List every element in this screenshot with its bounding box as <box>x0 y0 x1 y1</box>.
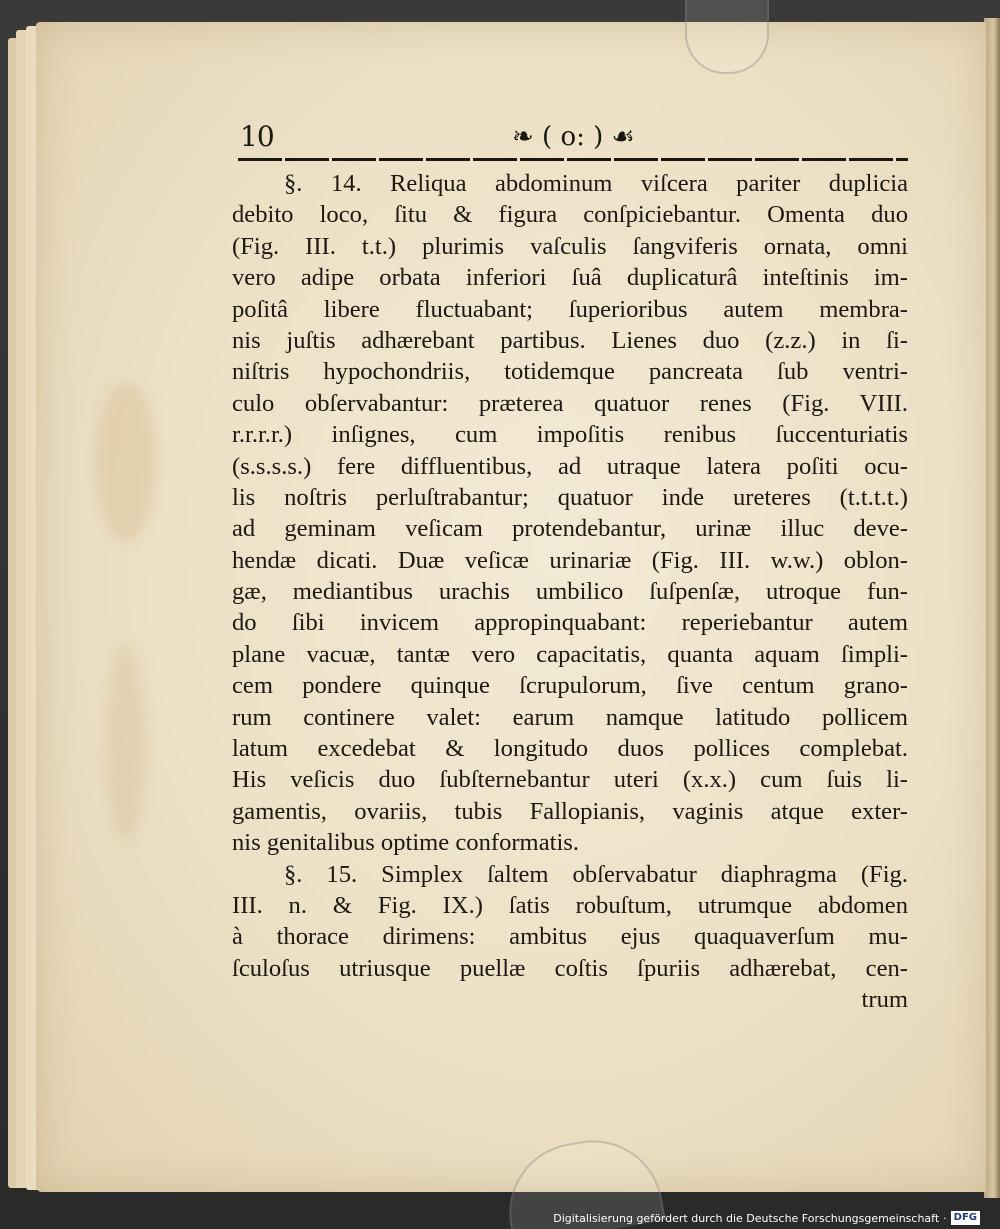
text-line: niſtris hypochondriis, totidemque pancreata ſub ventri- <box>232 358 908 386</box>
text-line: gæ, mediantibus urachis umbilico ſuſpenſæ, utroque fun- <box>232 578 908 606</box>
glass-clip-top <box>685 0 769 74</box>
paper-stain <box>96 382 156 542</box>
body-text <box>232 168 908 1016</box>
paper-stain <box>106 642 146 842</box>
text-line: III. n. & Fig. IX.) ſatis robuſtum, utrumque abdomen <box>232 891 908 919</box>
text-line: cem pondere quinque ſcrupulorum, ſive centum grano- <box>232 672 908 700</box>
text-line: vero adipe orbata inferiori ſuâ duplicaturâ inteſtinis im- <box>232 264 908 292</box>
text-line: rum continere valet: earum namque latitudo pollicem <box>232 703 908 731</box>
text-line: gamentis, ovariis, tubis Fallopianis, vaginis atque exter- <box>232 797 908 825</box>
text-line: (Fig. III. t.t.) plurimis vaſculis ſangviferis ornata, omni <box>232 232 908 260</box>
credit-text: Digitalisierung gefördert durch die Deutsche Forschungsgemeinschaft <box>553 1211 940 1225</box>
page-number: 10 <box>240 120 274 153</box>
text-line: lis noſtris perluſtrabantur; quatuor inde ureteres (t.t.t.t.) <box>232 483 908 511</box>
text-line: à thorace dirimens: ambitus ejus quaquaverſum mu- <box>232 923 908 951</box>
text-line: ad geminam veſicam protendebantur, urinæ illuc deve- <box>232 515 908 543</box>
text-line: latum excedebat & longitudo duos pollices complebat. <box>232 735 908 763</box>
text-line: debito loco, ſitu & figura conſpiciebantur. Omenta duo <box>232 201 908 229</box>
text-line: (s.s.s.s.) fere diffluentibus, ad utraque latera poſiti ocu- <box>232 452 908 480</box>
page-header <box>240 120 910 160</box>
text-line: plane vacuæ, tantæ vero capacitatis, quanta aquam ſimpli- <box>232 640 908 668</box>
text-line: His veſicis duo ſubſternebantur uteri (x.x.) cum ſuis li- <box>232 766 908 794</box>
text-line: r.r.r.r.) inſignes, cum impoſitis renibus ſuccenturiatis <box>232 421 908 449</box>
text-line: nis juſtis adhærebant partibus. Lienes duo (z.z.) in ſi- <box>232 326 908 354</box>
header-ornament: ❧ ( o: ) ☙ <box>512 122 635 152</box>
text-line: do ſibi invicem appropinquabant: reperiebantur autem <box>232 609 908 637</box>
text-line: §. 14. Reliqua abdominum viſcera pariter duplicia <box>284 170 908 197</box>
text-line: hendæ dicati. Duæ veſicæ urinariæ (Fig. III. w.w.) oblon- <box>232 546 908 574</box>
text-line: ſculoſus utriusque puellæ coſtis ſpuriis adhærebat, cen- <box>232 954 908 982</box>
header-rule <box>238 158 908 161</box>
text-line: poſitâ libere fluctuabant; ſuperioribus autem membra- <box>232 295 908 323</box>
text-line: §. 15. Simplex ſaltem obſervabatur diaphragma (Fig. <box>284 860 908 888</box>
catchword: trum <box>861 986 908 1014</box>
text-line: nis genitalibus optime conformatis. <box>232 829 579 857</box>
book-gutter <box>984 18 1000 1198</box>
dfg-logo: DFG <box>951 1211 980 1225</box>
text-line: culo obſervabantur: præterea quatuor renes (Fig. VIII. <box>232 389 908 417</box>
footer-credit: Digitalisierung gefördert durch die Deutsche Forschungsgemeinschaft · DFG <box>553 1211 980 1225</box>
